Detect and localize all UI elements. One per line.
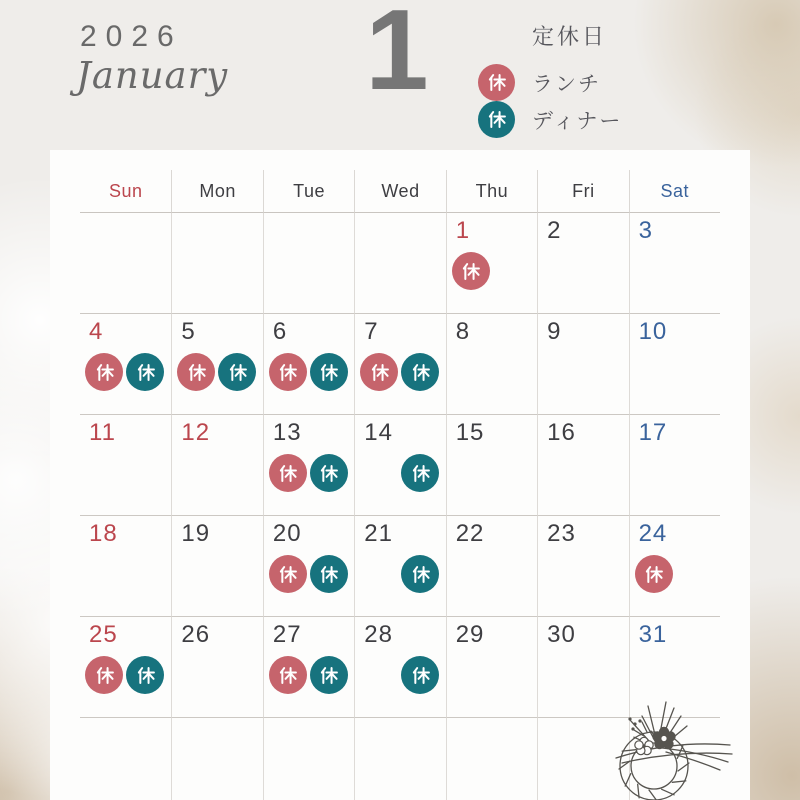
day-cell-28 — [354, 617, 445, 718]
lunch-closed-badge — [269, 656, 307, 694]
day-cell-17 — [629, 415, 720, 516]
kyu-closed-glyph — [410, 665, 431, 686]
kyu-closed-glyph — [486, 72, 507, 93]
day-number: 19 — [181, 520, 211, 547]
closure-badges — [85, 353, 164, 391]
day-number: 11 — [89, 419, 116, 446]
weekday-header-wed: Wed — [354, 170, 445, 213]
closure-badges — [177, 353, 256, 391]
day-number: 17 — [638, 419, 668, 446]
lunch-closed-badge — [360, 353, 398, 391]
kyu-closed-glyph — [410, 463, 431, 484]
day-cell-2 — [537, 213, 628, 314]
closure-badges — [269, 353, 348, 391]
closure-badges — [269, 555, 348, 593]
kyu-closed-glyph — [318, 564, 339, 585]
weekday-header-sun: Sun — [80, 170, 171, 213]
day-number: 4 — [89, 318, 104, 345]
dinner-closed-badge — [310, 555, 348, 593]
day-cell-empty — [354, 718, 445, 800]
lunch-closed-badge — [269, 353, 307, 391]
kyu-closed-glyph — [94, 665, 115, 686]
weekday-header-thu: Thu — [446, 170, 537, 213]
day-cell-15 — [446, 415, 537, 516]
legend-label-dinner: ディナー — [532, 109, 623, 133]
day-cell-27 — [263, 617, 354, 718]
day-number: 29 — [455, 621, 485, 648]
kyu-closed-glyph — [318, 362, 339, 383]
day-number: 15 — [455, 419, 485, 446]
closure-legend — [478, 20, 622, 138]
day-number: 26 — [181, 621, 211, 648]
day-cell-19 — [171, 516, 262, 617]
kyu-closed-glyph — [318, 463, 339, 484]
day-number: 25 — [89, 621, 118, 648]
day-number: 2 — [547, 217, 562, 244]
day-cell-6 — [263, 314, 354, 415]
kyu-closed-glyph — [277, 463, 298, 484]
dinner-closed-badge — [401, 353, 439, 391]
day-number: 6 — [272, 318, 288, 345]
day-number: 1 — [455, 217, 471, 244]
day-number: 7 — [364, 318, 379, 345]
closure-badges — [401, 656, 439, 694]
kyu-closed-glyph — [277, 362, 298, 383]
day-cell-empty — [263, 718, 354, 800]
day-number: 18 — [89, 520, 118, 547]
kyu-closed-glyph — [186, 362, 207, 383]
day-number: 30 — [547, 621, 576, 648]
closure-badges — [401, 454, 439, 492]
lunch-closed-badge — [269, 454, 307, 492]
month-script-label: January — [76, 54, 229, 97]
kyu-closed-glyph — [94, 362, 115, 383]
day-cell-12 — [171, 415, 262, 516]
lunch-closed-badge — [269, 555, 307, 593]
day-number: 8 — [455, 318, 471, 345]
dinner-closed-badge — [310, 656, 348, 694]
legend-title: 定休日 — [532, 24, 608, 49]
day-cell-20 — [263, 516, 354, 617]
day-number: 24 — [638, 520, 668, 547]
day-cell-29 — [446, 617, 537, 718]
day-cell-23 — [537, 516, 628, 617]
kyu-closed-glyph — [135, 665, 156, 686]
weekday-header-tue: Tue — [263, 170, 354, 213]
day-number: 27 — [272, 621, 302, 648]
kyu-closed-glyph — [277, 665, 298, 686]
lunch-closed-badge — [85, 656, 123, 694]
day-cell-13 — [263, 415, 354, 516]
day-cell-22 — [446, 516, 537, 617]
lunch-closed-badge — [635, 555, 673, 593]
dinner-closed-badge — [218, 353, 256, 391]
day-cell-14 — [354, 415, 445, 516]
kyu-closed-glyph — [318, 665, 339, 686]
day-number: 22 — [455, 520, 485, 547]
day-number: 9 — [547, 318, 562, 345]
day-number: 13 — [272, 419, 302, 446]
day-cell-26 — [171, 617, 262, 718]
dinner-closed-badge — [126, 353, 164, 391]
kyu-closed-glyph — [460, 261, 481, 282]
day-cell-21 — [354, 516, 445, 617]
day-cell-9 — [537, 314, 628, 415]
weekday-header-mon: Mon — [171, 170, 262, 213]
kyu-closed-glyph — [227, 362, 248, 383]
day-cell-18 — [80, 516, 171, 617]
kyu-closed-glyph — [277, 564, 298, 585]
day-cell-empty — [263, 213, 354, 314]
kyu-closed-glyph — [410, 564, 431, 585]
dinner-closed-badge — [310, 454, 348, 492]
kyu-closed-glyph — [135, 362, 156, 383]
day-cell-16 — [537, 415, 628, 516]
day-cell-empty — [171, 718, 262, 800]
weekday-header-fri: Fri — [537, 170, 628, 213]
day-number: 5 — [181, 318, 196, 345]
weekday-header-sat: Sat — [629, 170, 720, 213]
day-cell-3 — [629, 213, 720, 314]
day-cell-empty — [80, 213, 171, 314]
closure-badges — [85, 656, 164, 694]
day-number: 23 — [547, 520, 576, 547]
dinner-closed-badge — [310, 353, 348, 391]
legend-row-lunch — [478, 64, 622, 101]
dinner-closed-icon — [478, 101, 515, 138]
closure-badges — [269, 454, 348, 492]
day-number: 3 — [638, 217, 653, 244]
closure-badges — [635, 555, 673, 593]
kyu-closed-glyph — [369, 362, 390, 383]
dinner-closed-badge — [401, 656, 439, 694]
closure-badges — [401, 555, 439, 593]
dinner-closed-badge — [401, 555, 439, 593]
day-cell-empty — [354, 213, 445, 314]
day-number: 12 — [181, 419, 211, 446]
closure-badges — [452, 252, 490, 290]
legend-row-dinner — [478, 101, 622, 138]
shimekazari-wreath-illustration — [592, 688, 740, 800]
kyu-closed-glyph — [643, 564, 664, 585]
kyu-closed-glyph — [410, 362, 431, 383]
day-cell-5 — [171, 314, 262, 415]
day-number: 28 — [364, 621, 393, 648]
day-cell-24 — [629, 516, 720, 617]
day-cell-1 — [446, 213, 537, 314]
kyu-closed-glyph — [486, 109, 507, 130]
day-cell-4 — [80, 314, 171, 415]
month-number: 1 — [365, 0, 429, 114]
dinner-closed-badge — [401, 454, 439, 492]
lunch-closed-badge — [85, 353, 123, 391]
lunch-closed-icon — [478, 64, 515, 101]
year-label: 2026 — [80, 20, 183, 53]
day-cell-empty — [80, 718, 171, 800]
day-number: 14 — [364, 419, 393, 446]
lunch-closed-badge — [177, 353, 215, 391]
day-cell-11 — [80, 415, 171, 516]
day-number: 16 — [547, 419, 576, 446]
day-number: 31 — [638, 621, 668, 648]
closure-badges — [269, 656, 348, 694]
closure-badges — [360, 353, 439, 391]
day-cell-10 — [629, 314, 720, 415]
day-cell-empty — [446, 718, 537, 800]
lunch-closed-badge — [452, 252, 490, 290]
day-number: 20 — [272, 520, 302, 547]
legend-label-lunch: ランチ — [532, 72, 601, 96]
dinner-closed-badge — [126, 656, 164, 694]
day-cell-8 — [446, 314, 537, 415]
day-cell-7 — [354, 314, 445, 415]
day-number: 21 — [364, 520, 393, 547]
day-cell-empty — [171, 213, 262, 314]
day-cell-25 — [80, 617, 171, 718]
day-number: 10 — [638, 318, 668, 345]
